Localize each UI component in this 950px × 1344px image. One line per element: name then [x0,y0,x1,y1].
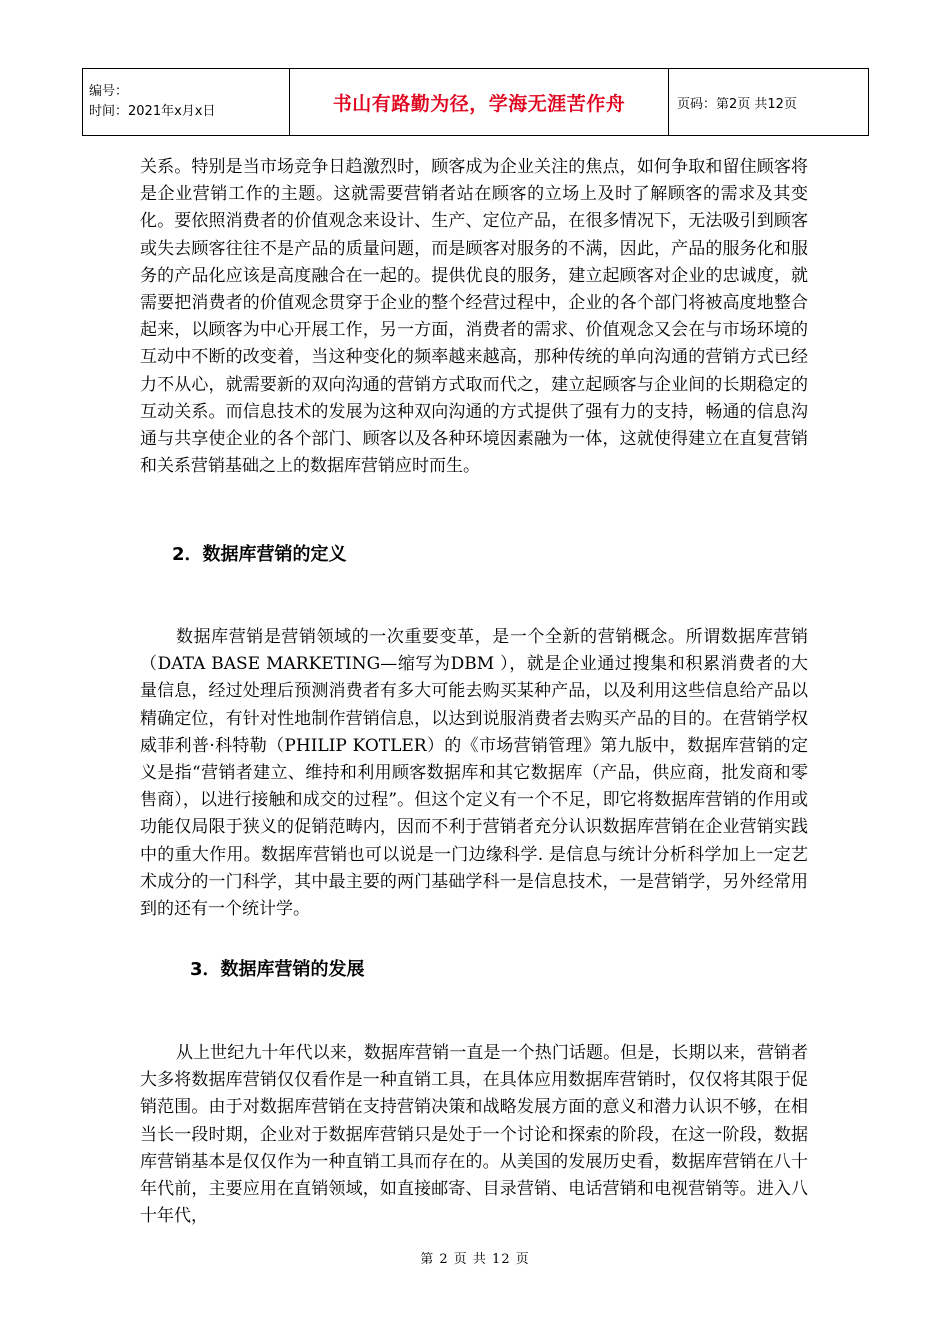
body-content [140,154,808,480]
header-motto-cell [290,69,669,136]
header-meta-cell [83,69,290,136]
paragraph-1: 关系。特别是当市场竞争日趋激烈时，顾客成为企业关注的焦点，如何争取和留住顾客将是企业营销工作的主题。这就需要营销者站在顾客的立场上及时了解顾客的需求及其变化。要依照消费者的价值观念来设计、生产、定位产品，在很多情况下，无法吸引到顾客或失去顾客往往不是产品的质量问题，而是顾客对服务的不满，因此，产品的服务化和服务的产品化应该是高度融合在一起的。提供优良的服务，建立起顾客对企业的忠诚度，就需要把消费者的价值观念贯穿于企业的整个经营过程中，企业的各个部门将被高度地整合起来，以顾客为中心开展工作，另一方面，消费者的需求、价值观念又会在与市场环境的互动中不断的改变着，当这种变化的频率越来越高，那种传统的单向沟通的营销方式已经力不从心，就需要新的双向沟通的营销方式取而代之，建立起顾客与企业间的长期稳定的互动关系。而信息技术的发展为这种双向沟通的方式提供了强有力的支持，畅通的信息沟通与共享使企业的各个部门、顾客以及各种环境因素融为一体，这就使得建立在直复营销和关系营销基础之上的数据库营销应时而生。 [140,157,808,477]
paragraph-3: 从上世纪九十年代以来，数据库营销一直是一个热门话题。但是，长期以来，营销者大多将数据库营销仅仅看作是一种直销工具，在具体应用数据库营销时，仅仅将其限于促销范围。由于对数据库营销在支持营销决策和战略发展方面的意义和潜力认识不够，在相当长一段时期，企业对于数据库营销只是处于一个讨论和探索的阶段，在这一阶段，数据库营销基本是仅仅作为一种直销工具而存在的。从美国的发展历史看，数据库营销在八十年代前，主要应用在直销领域，如直接邮寄、目录营销、电话营销和电视营销等。进入八十年代， [140,1043,808,1227]
paragraph-2: 数据库营销是营销领域的一次重要变革，是一个全新的营销概念。所谓数据库营销（DATA BASE MARKETING—缩写为DBM ），就是企业通过搜集和积累消费者的大量信息，经过处理后预测消费者有多大可能去购买某种产品，以及利用这些信息给产品以精确定位，有针对性地制作营销信息，以达到说服消费者去购买产品的目的。在营销学权威菲利普·科特勒（PHILIP KOTLER）的《市场营销管理》第九版中，数据库营销的定义是指“营销者建立、维持和利用顾客数据库和其它数据库（产品，供应商，批发商和零售商），以进行接触和成交的过程”。但这个定义有一个不足，即它将数据库营销的作用或功能仅局限于狭义的促销范畴内，因而不利于营销者充分认识数据库营销在企业营销实践中的重大作用。数据库营销也可以说是一门边缘科学. 是信息与统计分析科学加上一定艺术成分的一门科学，其中最主要的两门基础学科一是信息技术，一是营销学，另外经常用到的还有一个统计学。 [140,627,808,920]
section-2-title: 2．数据库营销的定义 [172,544,347,565]
section-3-title: 3．数据库营销的发展 [190,959,365,980]
page-footer: 第 2 页 共 12 页 [420,1252,530,1267]
header-page-cell [669,69,869,136]
header-page-label: 页码：第2页 共12页 [677,96,797,112]
header-motto: 书山有路勤为径，学海无涯苦作舟 [332,92,626,115]
document-header [82,68,869,136]
number-label: 编号： [89,84,129,99]
date-label: 时间：2021年x月x日 [89,104,216,119]
